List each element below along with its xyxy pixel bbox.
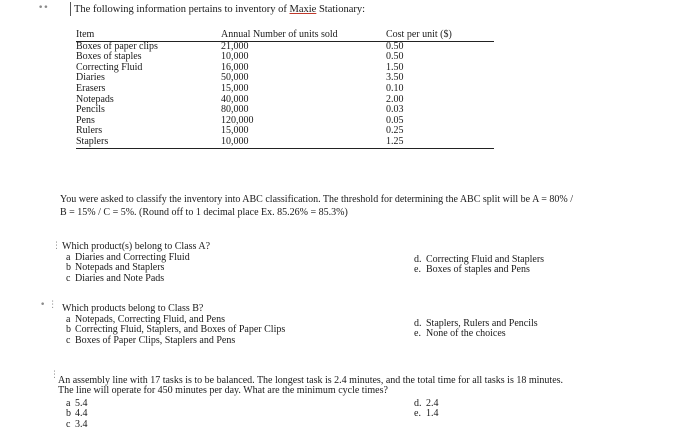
option-text: Diaries and Correcting Fluid (75, 252, 190, 263)
option-text: Staplers, Rulers and Pencils (426, 318, 538, 329)
option-key: c (66, 272, 71, 284)
table-row (76, 126, 494, 137)
table-row (76, 84, 494, 95)
cell-cost: 0.05 (386, 114, 404, 126)
option-text: Diaries and Note Pads (75, 272, 165, 284)
cell-units: 50,000 (221, 72, 249, 84)
question-marker: ⋮ (52, 241, 61, 251)
cell-cost: 1.50 (386, 61, 404, 73)
table-row (76, 116, 494, 127)
inventory-table (76, 30, 494, 149)
intro-text-before: The following information pertains to inventory of (74, 4, 290, 15)
cell-cost: 3.50 (386, 72, 404, 84)
option-text: 3.4 (75, 418, 88, 430)
question-1-options-right (414, 255, 544, 276)
cell-item: Boxes of staples (76, 51, 142, 63)
option-key: c (66, 418, 71, 430)
question-marker: • ⋮ (40, 300, 58, 310)
table-row (76, 137, 494, 148)
option-key: d. (414, 398, 422, 409)
option-key: e. (414, 264, 421, 276)
option-key: a (66, 314, 71, 325)
option-key: e. (414, 408, 421, 420)
intro-sentence (74, 4, 365, 15)
cell-cost: 2.00 (386, 93, 404, 105)
cell-item: Rulers (76, 125, 103, 137)
option-key: d. (414, 318, 422, 329)
header-units-sold: Annual Number of units sold (221, 30, 386, 41)
option-text: Boxes of staples and Pens (426, 264, 530, 276)
cell-item: Staplers (76, 137, 221, 148)
question-3-prompt-line-1: An assembly line with 17 tasks is to be balanced. The longest task is 2.4 minutes, and the total time for all tasks is 18 minutes. (58, 375, 564, 386)
intro-text-after: Stationary: (316, 4, 366, 15)
option-key: c (66, 334, 71, 346)
table-row (76, 95, 494, 106)
margin-mark-top: •• (38, 3, 49, 13)
question-3 (58, 376, 563, 397)
option-text: 4.4 (75, 408, 88, 420)
question-2-options-right (414, 319, 538, 340)
option-key: b (66, 408, 71, 420)
cell-units: 15,000 (221, 82, 249, 94)
cell-cost: 0.10 (386, 82, 404, 94)
table-row (76, 105, 494, 116)
header-divider (70, 2, 71, 16)
cell-units: 21,000 (221, 40, 249, 52)
cell-item: Diaries (76, 72, 105, 84)
option-key: b (66, 262, 71, 274)
question-3-prompt-line-2: The line will operate for 450 minutes per day. What are the minimum cycle times? (58, 385, 388, 397)
cell-item: Pencils (76, 104, 105, 116)
instruction-line-1: You were asked to classify the inventory into ABC classification. The threshold for determining the ABC split will be A = 80% / (60, 194, 573, 205)
answer-option[interactable] (414, 329, 538, 339)
cell-units: 16,000 (221, 61, 249, 73)
cell-cost: 1.25 (386, 137, 494, 148)
answer-option[interactable] (414, 409, 439, 419)
cell-cost: 0.03 (386, 104, 404, 116)
option-text: Correcting Fluid, Staplers, and Boxes of Paper Clips (75, 324, 286, 336)
cell-cost: 0.25 (386, 125, 404, 137)
question-1-options-left (66, 253, 190, 284)
option-text: Boxes of Paper Clips, Staplers and Pens (75, 334, 236, 346)
table-row (76, 63, 494, 74)
header-cost: Cost per unit ($) (386, 30, 494, 41)
cell-item: Pens (76, 114, 95, 126)
option-text: None of the choices (426, 328, 506, 340)
answer-option[interactable] (66, 274, 190, 284)
option-text: 5.4 (75, 398, 88, 409)
question-1 (62, 242, 210, 252)
option-key: b (66, 324, 71, 336)
cell-units: 15,000 (221, 125, 249, 137)
option-key: a (66, 398, 71, 409)
question-2-prompt: Which products belong to Class B? (62, 303, 204, 314)
cell-units: 10,000 (221, 51, 249, 63)
answer-option[interactable] (66, 336, 285, 346)
option-key: d. (414, 254, 422, 265)
cell-item: Notepads (76, 93, 114, 105)
instruction-paragraph (60, 193, 685, 219)
table-header-row (76, 30, 494, 41)
header-item: Item (76, 30, 221, 41)
intro-brand: Maxie (289, 4, 317, 15)
cell-item: Correcting Fluid (76, 61, 143, 73)
option-text: Correcting Fluid and Staplers (426, 254, 545, 265)
question-3-options-left (66, 399, 88, 430)
cell-cost: 0.50 (386, 40, 404, 52)
cell-units: 40,000 (221, 93, 249, 105)
option-text: 2.4 (426, 398, 439, 409)
answer-option[interactable] (414, 265, 544, 275)
option-key: e. (414, 328, 421, 340)
question-3-options-right (414, 399, 439, 420)
question-2 (62, 304, 203, 314)
option-key: a (66, 252, 71, 263)
instruction-line-2: B = 15% / C = 5%. (Round off to 1 decimal place Ex. 85.26% = 85.3%) (60, 207, 348, 218)
question-1-prompt: Which product(s) belong to Class A? (62, 241, 211, 252)
cell-units: 80,000 (221, 104, 249, 116)
cell-units: 120,000 (221, 114, 254, 126)
option-text: 1.4 (426, 408, 439, 420)
option-text: Notepads, Correcting Fluid, and Pens (75, 314, 225, 325)
table-row (76, 73, 494, 84)
cell-item: Erasers (76, 82, 106, 94)
question-2-options-left (66, 315, 285, 346)
cell-cost: 0.50 (386, 51, 404, 63)
cell-units: 10,000 (221, 137, 386, 148)
answer-option[interactable] (66, 420, 88, 430)
cell-item: Boxes of paper clips (76, 40, 158, 52)
question-marker: ⋮ (50, 370, 59, 380)
option-text: Notepads and Staplers (75, 262, 165, 274)
